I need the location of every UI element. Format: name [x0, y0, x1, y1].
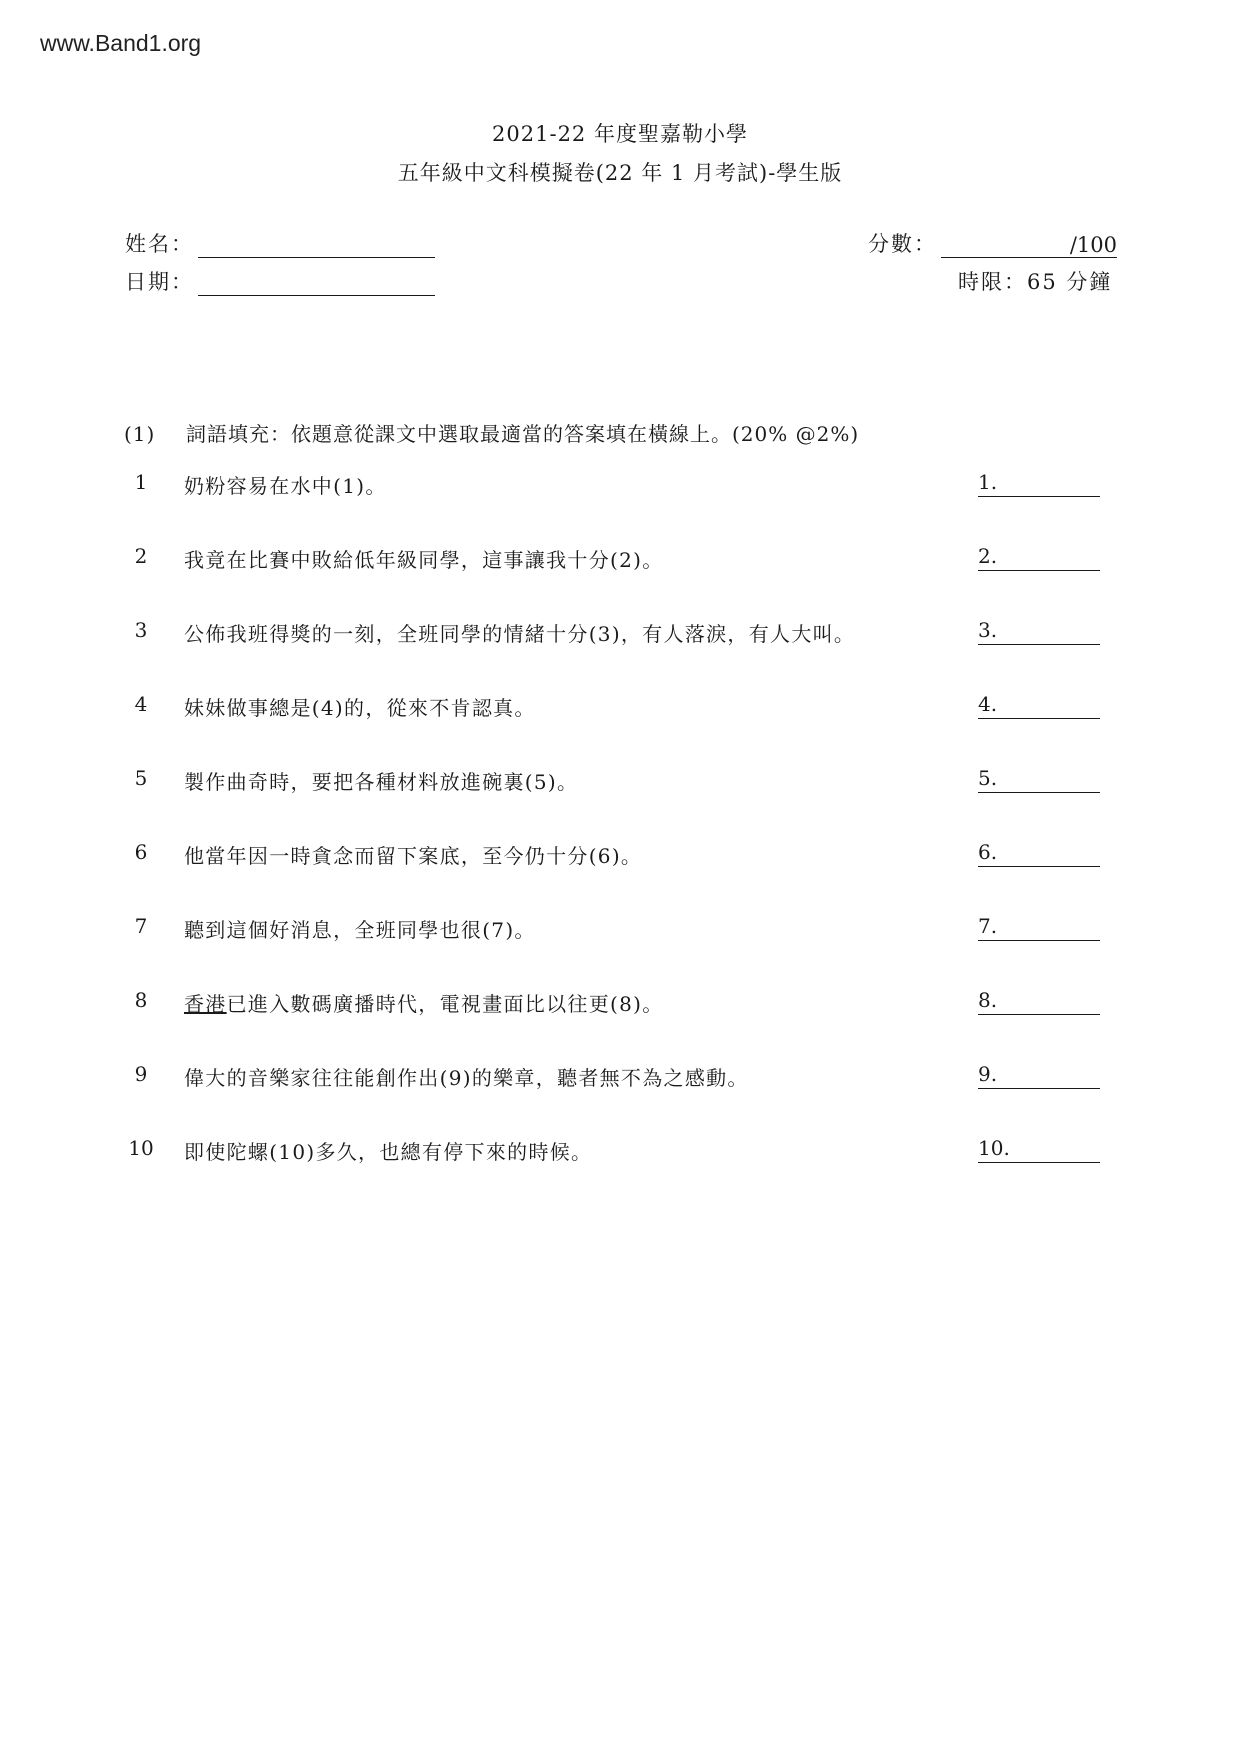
- question-sentence: 製作曲奇時，要把各種材料放進碗裏(5)。: [184, 770, 579, 794]
- question-row: [0, 618, 1240, 658]
- answer-blank: 7.: [978, 914, 1100, 941]
- time-limit-text: 時限：65 分鐘: [958, 270, 1113, 294]
- question-row: [0, 914, 1240, 954]
- exam-title: 2021-22 年度聖嘉勒小學: [492, 122, 748, 146]
- question-text: [184, 544, 664, 573]
- name-blank: [198, 233, 435, 258]
- question-row: [0, 470, 1240, 510]
- answer-blank: 8.: [978, 988, 1100, 1015]
- question-text: [184, 692, 536, 721]
- question-text: [184, 470, 387, 499]
- question-number: 9: [134, 1062, 148, 1086]
- question-number: 7: [134, 914, 148, 938]
- question-sentence: 奶粉容易在水中(1)。: [184, 474, 387, 498]
- question-number: 4: [134, 692, 148, 716]
- question-row: [0, 988, 1240, 1028]
- question-number: 1: [134, 470, 148, 494]
- question-place-name: 香港: [184, 992, 227, 1016]
- site-url[interactable]: www.Band1.org: [40, 30, 202, 56]
- question-row: [0, 1136, 1240, 1176]
- question-row: [0, 840, 1240, 880]
- question-sentence: 我竟在比賽中敗給低年級同學，這事讓我十分(2)。: [184, 548, 664, 572]
- question-row: [0, 544, 1240, 584]
- answer-blank: 2.: [978, 544, 1100, 571]
- answer-blank: 1.: [978, 470, 1100, 497]
- answer-blank: 3.: [978, 618, 1100, 645]
- question-row: [0, 1062, 1240, 1102]
- question-row: [0, 766, 1240, 806]
- answer-blank: 10.: [978, 1136, 1100, 1163]
- exam-subtitle: 五年級中文科模擬卷(22 年 1 月考試)-學生版: [397, 161, 843, 185]
- question-number: 6: [134, 840, 148, 864]
- section-instruction: 詞語填充：依題意從課文中選取最適當的答案填在橫線上。(20% @2%): [186, 422, 860, 446]
- question-sentence: 偉大的音樂家往往能創作出(9)的樂章，聽者無不為之感動。: [184, 1066, 749, 1090]
- score-label: 分數：: [868, 232, 937, 256]
- question-row: [0, 692, 1240, 732]
- answer-blank: 5.: [978, 766, 1100, 793]
- question-sentence: 聽到這個好消息，全班同學也很(7)。: [184, 918, 536, 942]
- date-label: 日期：: [125, 270, 194, 294]
- question-text: [184, 988, 664, 1017]
- question-text: [184, 840, 642, 869]
- answer-blank: 4.: [978, 692, 1100, 719]
- name-label: 姓名：: [125, 232, 194, 256]
- question-sentence: 公佈我班得獎的一刻，全班同學的情緒十分(3)，有人落淚，有人大叫。: [184, 622, 856, 646]
- question-text: [184, 914, 536, 943]
- question-text: [184, 618, 855, 647]
- question-sentence: 他當年因一時貪念而留下案底，至今仍十分(6)。: [184, 844, 643, 868]
- score-field: [868, 228, 1117, 258]
- answer-blank: 9.: [978, 1062, 1100, 1089]
- question-sentence: 即使陀螺(10)多久，也總有停下來的時候。: [184, 1140, 593, 1164]
- question-sentence: 已進入數碼廣播時代，電視畫面比以往更(8)。: [226, 992, 664, 1016]
- question-text: [184, 1062, 749, 1091]
- question-sentence: 妹妹做事總是(4)的，從來不肯認真。: [184, 696, 536, 720]
- section-heading: [124, 418, 859, 447]
- time-limit: [958, 266, 1112, 296]
- answer-blank: 6.: [978, 840, 1100, 867]
- name-field: [125, 228, 435, 258]
- question-number: 8: [134, 988, 148, 1012]
- section-number: (1): [124, 422, 156, 446]
- question-number: 2: [134, 544, 148, 568]
- date-blank: [198, 271, 435, 296]
- score-total: /100: [941, 233, 1117, 258]
- question-number: 3: [134, 618, 148, 642]
- question-text: [184, 1136, 592, 1165]
- question-number: 10: [128, 1136, 154, 1160]
- question-text: [184, 766, 578, 795]
- question-number: 5: [134, 766, 148, 790]
- date-field: [125, 266, 435, 296]
